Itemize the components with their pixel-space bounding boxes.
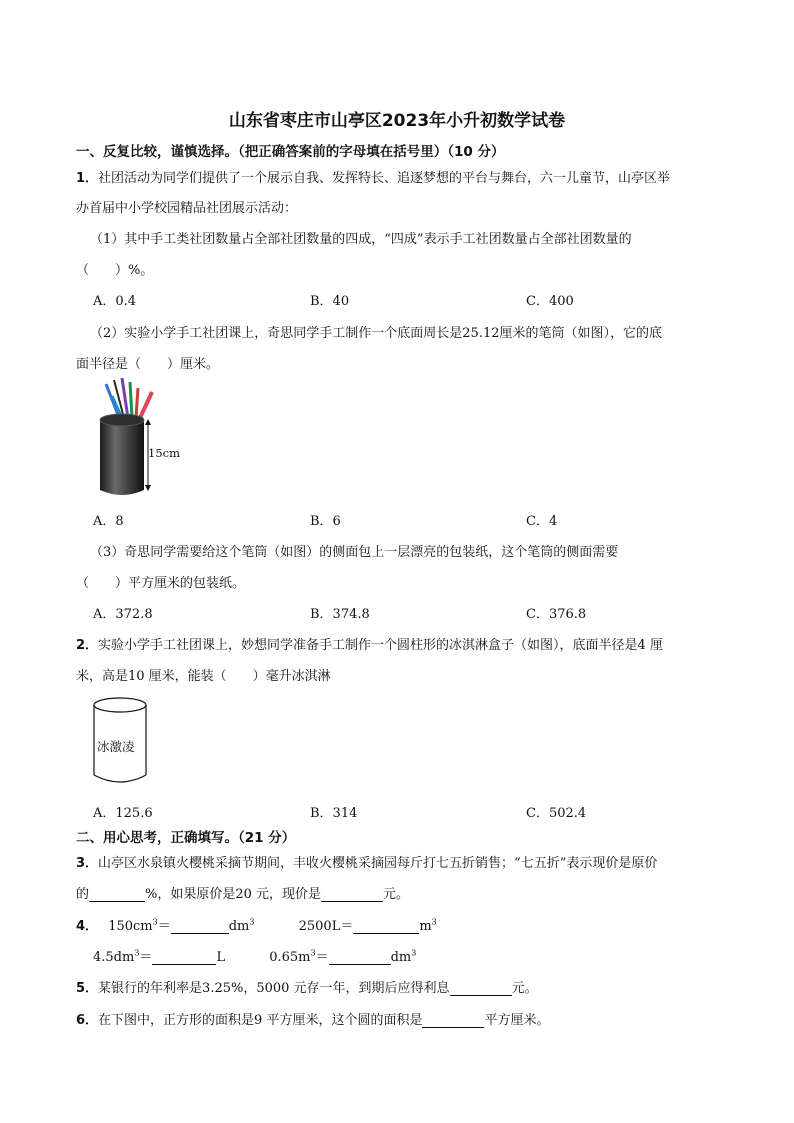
q5-text-a: 某银行的年利率是3.25%，5000 元存一年，到期后应得利息 [98, 981, 450, 996]
ice-cream-box-label: 冰激凌 [97, 739, 135, 754]
q1-sub2-option-a[interactable]: A．8 [93, 514, 124, 529]
q4-a-blank[interactable] [171, 919, 229, 934]
q2-number: 2． [76, 638, 99, 653]
q4-b-unit: m [419, 919, 432, 934]
q1-sub3-option-a[interactable]: A．372.8 [93, 607, 153, 622]
q1-sub1-option-c[interactable]: C．400 [526, 294, 574, 309]
q4-d-blank[interactable] [329, 950, 391, 965]
q2-option-c[interactable]: C．502.4 [526, 806, 587, 821]
q4-c-blank[interactable] [152, 950, 216, 965]
q5-text-b: 元。 [511, 981, 538, 996]
q2-stem-line1 [76, 634, 663, 653]
q3-line2 [76, 883, 409, 902]
section1-heading: 一、反复比较，谨慎选择。（把正确答案前的字母填在括号里）（10 分） [76, 144, 505, 160]
q1-sub1-option-a[interactable]: A．0.4 [93, 294, 137, 309]
q1-sub1-line2: （ ）%。 [76, 263, 154, 278]
q4-a-eq: ＝ [157, 919, 171, 934]
q5-blank[interactable] [450, 981, 512, 996]
q6-line [76, 1009, 549, 1028]
q1-sub3-option-b[interactable]: B．374.8 [310, 607, 370, 622]
pen-holder-figure [92, 378, 192, 500]
q4-a-unit: dm [228, 919, 250, 934]
q6-blank[interactable] [422, 1013, 484, 1028]
q3-text: 山亭区水泉镇火樱桃采摘节期间，丰收火樱桃采摘园每斤打七五折销售；“七五折”表示现价是原价 [98, 856, 658, 871]
q3-blank-price[interactable] [321, 887, 383, 902]
q4-d-unit-exp: 3 [411, 948, 417, 958]
q4-b-blank[interactable] [353, 919, 419, 934]
q5-line [76, 977, 538, 996]
q4-c-exp: 3 [134, 948, 140, 958]
q4-a-value: 150cm [108, 919, 153, 934]
q4-number: 4． [76, 919, 99, 934]
q3-number: 3． [76, 856, 99, 871]
q1-sub2-option-c[interactable]: C．4 [526, 514, 558, 529]
q1-sub2-line1: （2）实验小学手工社团课上，奇思同学手工制作一个底面周长是25.12厘米的笔筒（如图），它的底 [90, 326, 662, 341]
q2-option-b[interactable]: B．314 [310, 806, 358, 821]
pen-holder-illustration [92, 378, 192, 500]
page-title: 山东省枣庄市山亭区2023年小升初数学试卷 [228, 111, 566, 131]
q4-d-exp: 3 [310, 948, 316, 958]
q3-text-a: 的 [76, 887, 90, 902]
q3-text-b: %，如果原价是20 元，现价是 [145, 887, 322, 902]
q1-sub3-line1: （3）奇思同学需要给这个笔筒（如图）的侧面包上一层漂亮的包装纸，这个笔筒的侧面需要 [90, 545, 619, 560]
q1-sub3-line2: （ ）平方厘米的包装纸。 [76, 576, 246, 591]
q1-sub2-line2: 面半径是（ ）厘米。 [76, 357, 220, 372]
q6-text-a: 在下图中，正方形的面积是9 平方厘米，这个圆的面积是 [98, 1013, 423, 1028]
q1-number: 1． [76, 171, 99, 186]
q3-text-c: 元。 [383, 887, 410, 902]
q2-stem-text: 实验小学手工社团课上，妙想同学准备手工制作一个圆柱形的冰淇淋盒子（如图），底面半径是4 厘 [98, 638, 663, 653]
q6-number: 6． [76, 1013, 99, 1028]
q6-text-b: 平方厘米。 [484, 1013, 550, 1028]
q1-sub1-line1: （1）其中手工类社团数量占全部社团数量的四成，“四成”表示手工社团数量占全部社团数量的 [90, 232, 632, 247]
q1-stem-text: 社团活动为同学们提供了一个展示自我、发挥特长、追逐梦想的平台与舞台，六一儿童节，山亭区举 [98, 171, 671, 186]
q1-sub1-option-b[interactable]: B．40 [310, 294, 350, 309]
q4-b-unit-exp: 3 [431, 917, 437, 927]
q5-number: 5． [76, 981, 99, 996]
q3-blank-percent[interactable] [89, 887, 145, 902]
q1-stem-line2: 办首届中小学校园精品社团展示活动： [76, 201, 298, 216]
q4-row1 [76, 915, 437, 934]
q4-c-eq: ＝ [139, 950, 153, 965]
ice-cream-box-figure [92, 695, 150, 787]
q4-a-exp: 3 [152, 917, 158, 927]
q2-option-a[interactable]: A．125.6 [93, 806, 153, 821]
q3-line1 [76, 852, 657, 871]
q1-stem-line1 [76, 167, 670, 186]
q4-b-value: 2500L＝ [298, 919, 354, 934]
q4-d-value: 0.65m [269, 950, 311, 965]
q4-d-eq: ＝ [315, 950, 329, 965]
q1-sub2-option-b[interactable]: B．6 [310, 514, 341, 529]
q4-a-unit-exp: 3 [249, 917, 255, 927]
q4-c-unit: L [216, 950, 226, 965]
q2-stem-line2: 米，高是10 厘米，能装（ ）毫升冰淇淋 [76, 669, 331, 684]
q4-d-unit: dm [390, 950, 412, 965]
q1-sub3-option-c[interactable]: C．376.8 [526, 607, 587, 622]
section2-heading: 二、用心思考，正确填写。（21 分） [76, 830, 296, 846]
pen-holder-height-label: 15cm [148, 446, 180, 460]
q4-row2 [93, 946, 416, 965]
q4-c-value: 4.5dm [93, 950, 135, 965]
